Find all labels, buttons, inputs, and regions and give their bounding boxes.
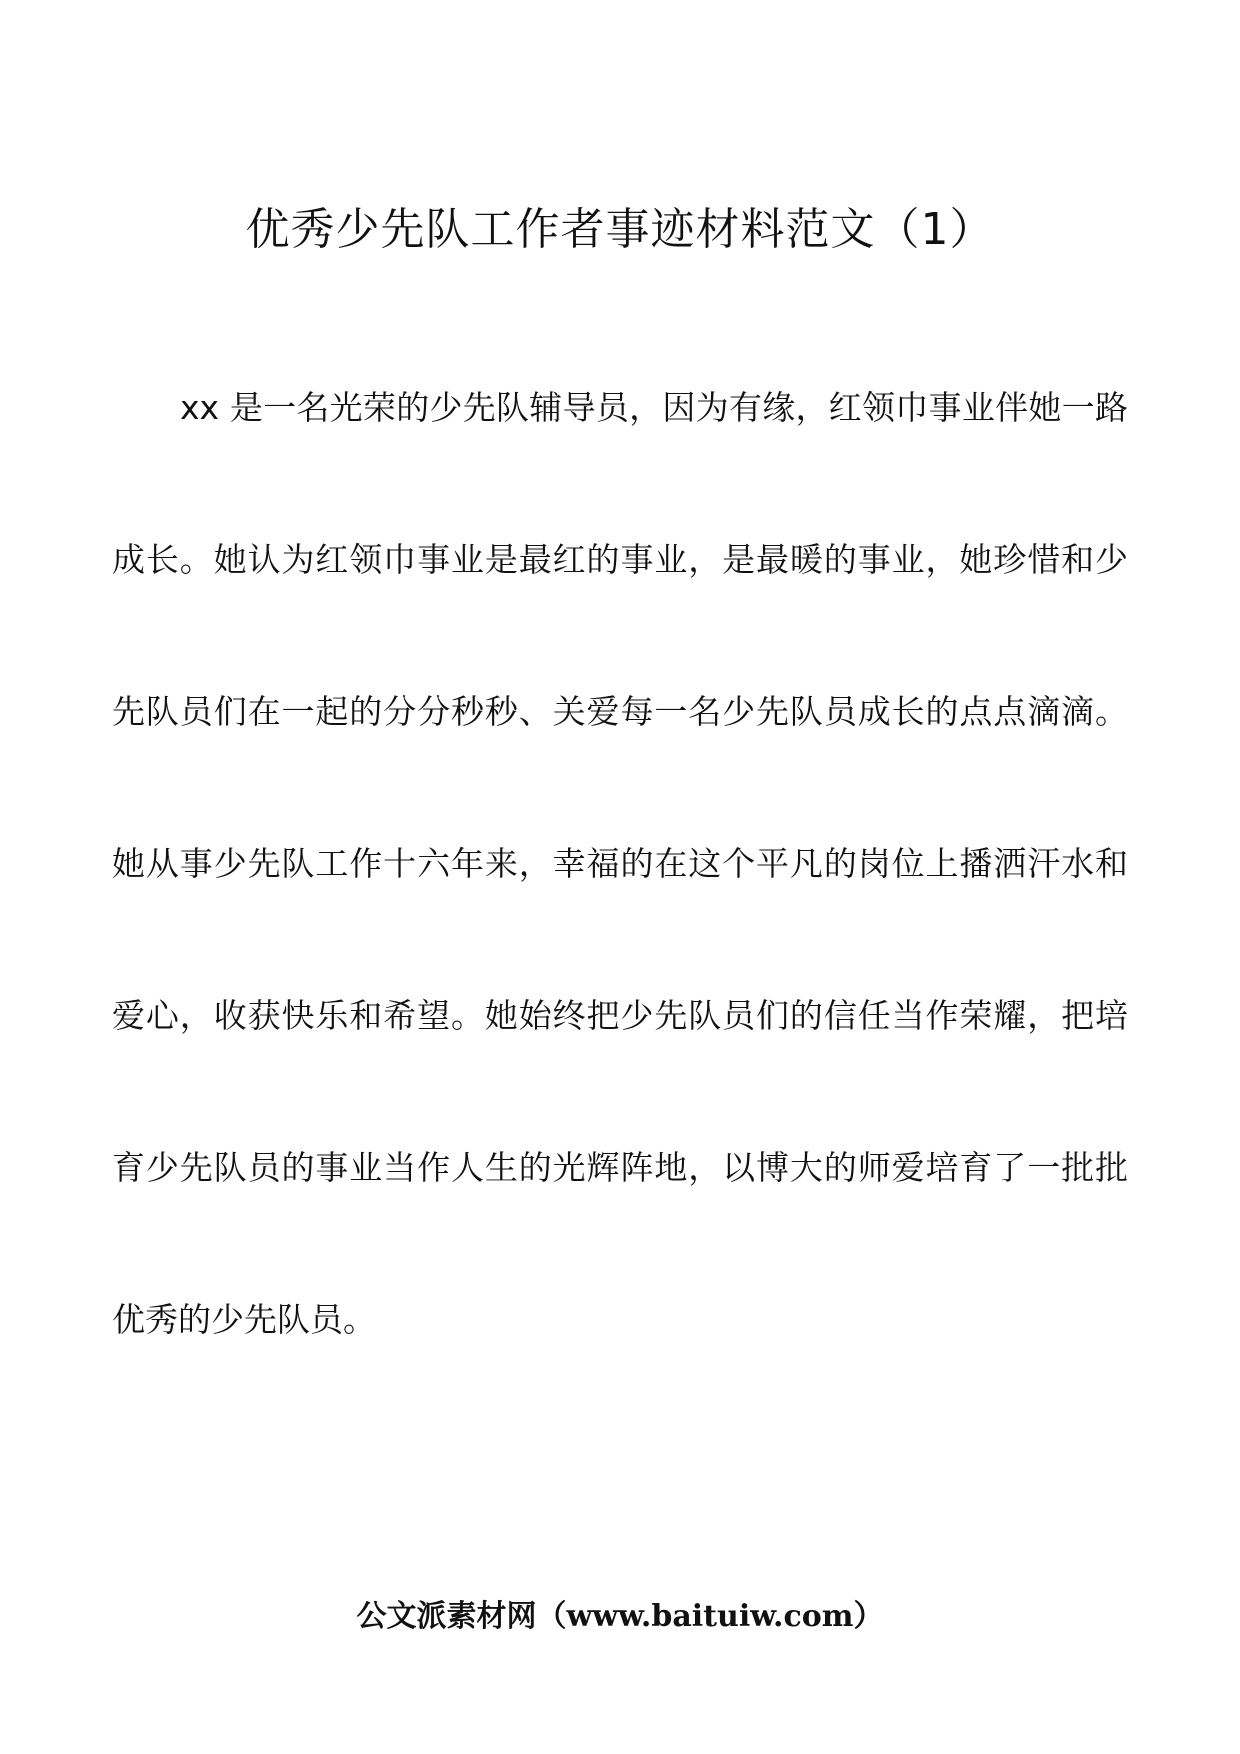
paragraph-line: 成长。她认为红领巾事业是最红的事业，是最暖的事业，她珍惜和少 (112, 540, 1128, 579)
paragraph-line: 爱心，收获快乐和希望。她始终把少先队员们的信任当作荣耀，把培 (112, 996, 1128, 1035)
page-footer: 公文派素材网（www.baituiw.com） (356, 1599, 884, 1634)
paragraph-line: xx 是一名光荣的少先队辅导员，因为有缘，红领巾事业伴她一路 (180, 388, 1128, 427)
paragraph-line: 她从事少先队工作十六年来，幸福的在这个平凡的岗位上播洒汗水和 (112, 844, 1128, 883)
paragraph-line: 优秀的少先队员。 (112, 1300, 376, 1339)
paragraph-line: 育少先队员的事业当作人生的光辉阵地，以博大的师爱培育了一批批 (112, 1148, 1128, 1187)
paragraph-line: 先队员们在一起的分分秒秒、关爱每一名少先队员成长的点点滴滴。 (112, 692, 1128, 731)
page-title: 优秀少先队工作者事迹材料范文（1） (245, 204, 995, 255)
